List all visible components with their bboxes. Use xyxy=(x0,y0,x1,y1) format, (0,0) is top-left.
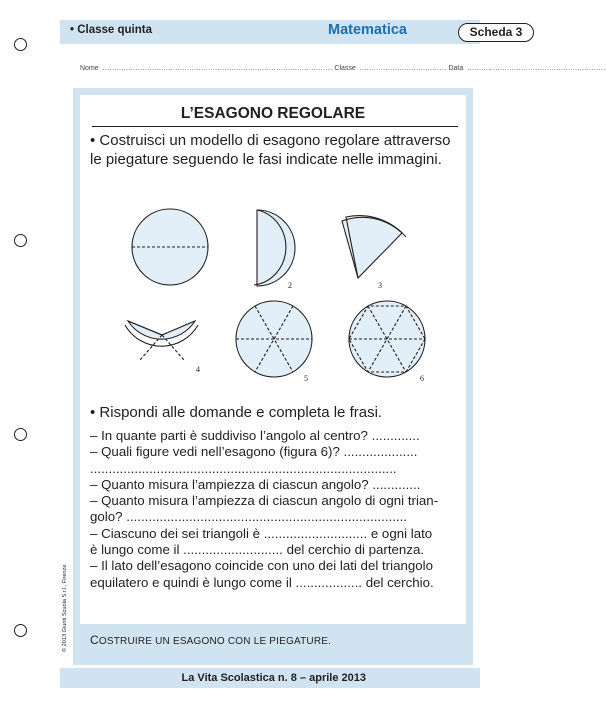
header-bar xyxy=(60,20,523,44)
question-line: – In quante parti è suddiviso l’angolo al centro? ............. xyxy=(90,428,420,443)
folding-illustrations xyxy=(80,205,466,397)
footer-text: La Vita Scolastica n. 8 – aprile 2013 xyxy=(181,672,366,684)
date-field-line[interactable]: ........................................................... xyxy=(467,65,606,72)
class-field-line[interactable]: ..................................... xyxy=(359,65,447,72)
question-line: – Quanto misura l’ampiezza di ciascun angolo? ............. xyxy=(90,476,421,492)
question-line: – Il lato dell’esagono coincide con uno dei lati del triangolo xyxy=(90,558,433,574)
figure-6-inscribed-hexagon xyxy=(349,301,425,377)
binder-hole xyxy=(14,428,27,441)
question-line: – Quanto misura l’ampiezza di ciascun angolo di ogni trian- xyxy=(90,493,439,509)
figure-caption xyxy=(90,633,331,647)
name-field-line[interactable]: .................................................................................................. xyxy=(102,65,333,72)
question-line: ................................................................................... xyxy=(90,460,397,476)
question-line: – Ciascuno dei sei triangoli è ............................ e ogni lato xyxy=(90,525,433,541)
sheet-badge: Scheda 3 xyxy=(458,23,534,42)
questions-list xyxy=(90,428,470,591)
binder-hole xyxy=(14,624,27,637)
figure-label: 4 xyxy=(196,365,200,374)
name-field-label: Nome xyxy=(80,65,99,72)
date-field-label: Data xyxy=(448,65,464,72)
subject-label: Matematica xyxy=(328,22,407,38)
figure-3-fan xyxy=(342,216,406,278)
figure-label: 3 xyxy=(378,281,382,290)
figure-label: 2 xyxy=(288,281,292,290)
footer-bar xyxy=(60,668,480,688)
question-line: equilatero e quindi è lungo come il .................. del cerchio. xyxy=(90,574,434,590)
student-fields xyxy=(80,65,606,72)
instruction-text: • Costruisci un modello di esagono regolare attraverso le piegature seguendo le fasi indicate nelle immagini. xyxy=(90,132,451,168)
figure-4-folded-semicircle xyxy=(125,321,198,360)
copyright-notice: © 2013 Giunti Scuola S.r.l., Firenze xyxy=(62,564,68,652)
caption-text: OSTRUIRE UN ESAGONO CON LE PIEGATURE. xyxy=(98,636,332,647)
binder-hole xyxy=(14,38,27,51)
question-line: è lungo come il ........................... del cerchio di partenza. xyxy=(90,542,425,558)
questions-heading: • Rispondi alle domande e completa le frasi. xyxy=(90,404,383,421)
question-line: golo? ............................................................................ xyxy=(90,509,407,525)
class-field-label: Classe xyxy=(334,65,356,72)
title-divider xyxy=(92,126,458,127)
figure-5-circle-six-sectors xyxy=(236,301,312,377)
figure-label: 5 xyxy=(304,374,308,383)
page-title: L’ESAGONO REGOLARE xyxy=(180,105,366,122)
caption-initial: C xyxy=(90,633,99,647)
binder-hole xyxy=(14,234,27,247)
class-label: • Classe quinta xyxy=(70,24,152,36)
figure-2-half-circle xyxy=(254,210,295,286)
figure-label: 6 xyxy=(420,374,424,383)
question-line: – Quali figure vedi nell’esagono (figura 6)? .................... xyxy=(90,444,418,460)
figure-1-circle xyxy=(132,209,208,285)
